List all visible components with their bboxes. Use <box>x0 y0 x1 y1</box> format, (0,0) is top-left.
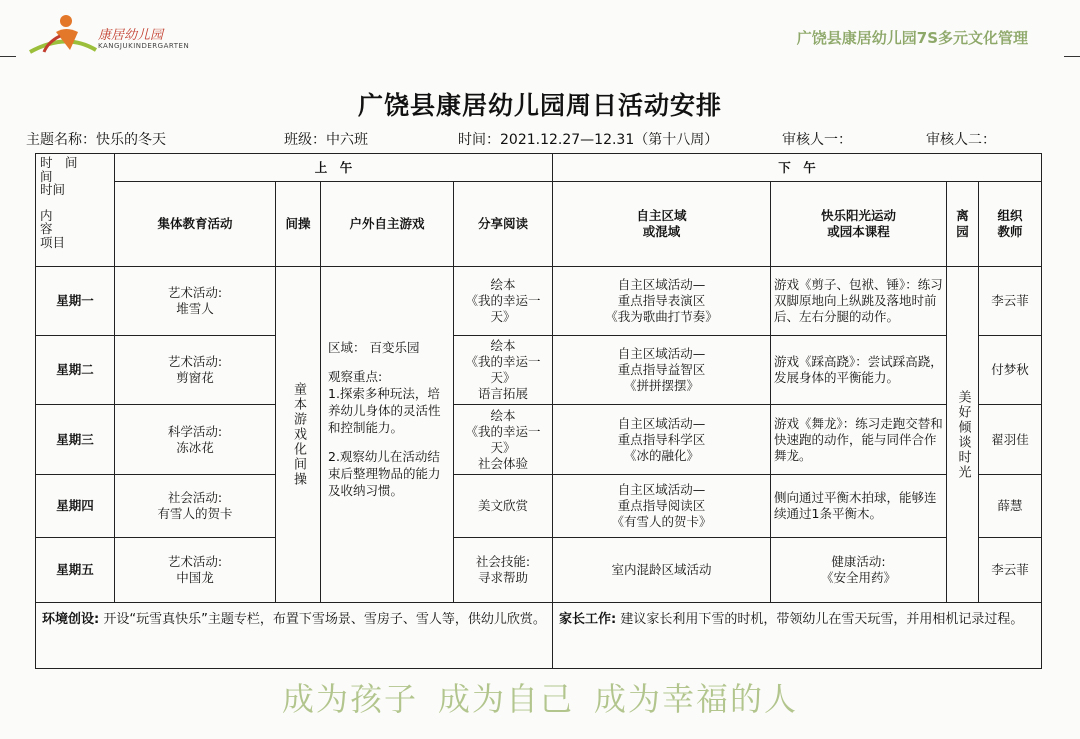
col-reading: 分享阅读 <box>454 182 553 267</box>
table-row <box>36 405 1042 474</box>
logo-subtitle: KANGJUKINDERGARTEN <box>98 42 190 50</box>
outdoor-cell: 区域： 百变乐园 观察重点: 1.探索多种玩法，培养幼儿身体的灵活性和控制能力。 2.观察幼儿在活动结束后整理物品的能力及收纳习惯。 <box>321 267 454 603</box>
teacher-cell: 付梦秋 <box>979 336 1042 405</box>
time-range: 时间：2021.12.27—12.31（第十八周） <box>458 132 719 148</box>
sports-cell: 游戏《剪子、包袱、锤》：练习双脚原地向上纵跳及落地时前后、左右分腿的动作。 <box>771 267 947 336</box>
logo-text: 康居幼儿园 <box>98 28 164 43</box>
reviewer-one: 审核人一： <box>782 132 852 148</box>
reading-cell: 绘本 《我的幸运一 天》 <box>454 267 553 336</box>
reading-cell: 美文欣赏 <box>454 474 553 537</box>
environment-cell: 环境创设: 开设“玩雪真快乐”主题专栏，布置下雪场景、雪房子、雪人等，供幼儿欣赏。 <box>36 602 553 668</box>
day-cell: 星期二 <box>36 336 115 405</box>
morning-header: 上 午 <box>115 154 553 182</box>
afternoon-header: 下 午 <box>553 154 1042 182</box>
crop-mark-left <box>0 56 16 67</box>
collective-cell: 艺术活动: 中国龙 <box>115 537 276 602</box>
table-row <box>36 537 1042 602</box>
sports-cell: 游戏《舞龙》：练习走跑交替和快速跑的动作，能与同伴合作舞龙。 <box>771 405 947 474</box>
teacher-cell: 李云菲 <box>979 267 1042 336</box>
collective-cell: 社会活动: 有雪人的贺卡 <box>115 474 276 537</box>
area-cell: 自主区域活动— 重点指导阅读区 《有雪人的贺卡》 <box>553 474 771 537</box>
corner-header-cell: 时 间 间 时间 内 容 项目 <box>36 154 115 267</box>
day-cell: 星期一 <box>36 267 115 336</box>
col-collective: 集体教育活动 <box>115 182 276 267</box>
area-cell: 室内混龄区域活动 <box>553 537 771 602</box>
collective-cell: 科学活动: 冻冰花 <box>115 405 276 474</box>
collective-cell: 艺术活动: 剪窗花 <box>115 336 276 405</box>
col-exercise: 间操 <box>276 182 321 267</box>
day-cell: 星期五 <box>36 537 115 602</box>
collective-cell: 艺术活动: 堆雪人 <box>115 267 276 336</box>
page-title: 广饶县康居幼儿园周日活动安排 <box>357 91 722 120</box>
table-row <box>36 267 1042 336</box>
reviewer-two: 审核人二： <box>926 132 996 148</box>
col-teacher: 组织 教师 <box>979 182 1042 267</box>
day-cell: 星期三 <box>36 405 115 474</box>
area-cell: 自主区域活动— 重点指导科学区 《冰的融化》 <box>553 405 771 474</box>
exercise-cell: 童本游戏化间操 <box>276 267 321 603</box>
crop-mark-right <box>1064 56 1080 67</box>
col-outdoor: 户外自主游戏 <box>321 182 454 267</box>
teacher-cell: 李云菲 <box>979 537 1042 602</box>
table-row <box>36 474 1042 537</box>
theme-name: 主题名称：快乐的冬天 <box>26 132 166 148</box>
header-right-title: 广饶县康居幼儿园7S多元文化管理 <box>796 29 1028 47</box>
teacher-cell: 翟羽佳 <box>979 405 1042 474</box>
slogan: 成为孩子 成为自己 成为幸福的人 <box>281 680 799 718</box>
schedule-table <box>35 153 1042 669</box>
day-cell: 星期四 <box>36 474 115 537</box>
reading-cell: 绘本 《我的幸运一 天》 社会体验 <box>454 405 553 474</box>
leave-cell: 美好倾谈时光 <box>947 267 979 603</box>
sports-cell: 健康活动: 《安全用药》 <box>771 537 947 602</box>
area-cell: 自主区域活动— 重点指导益智区 《拼拼摆摆》 <box>553 336 771 405</box>
reading-cell: 绘本 《我的幸运一 天》 语言拓展 <box>454 336 553 405</box>
sports-cell: 游戏《踩高跷》：尝试踩高跷，发展身体的平衡能力。 <box>771 336 947 405</box>
sports-cell: 侧向通过平衡木拍球，能够连续通过1条平衡木。 <box>771 474 947 537</box>
col-leave: 离 园 <box>947 182 979 267</box>
area-cell: 自主区域活动— 重点指导表演区 《我为歌曲打节奏》 <box>553 267 771 336</box>
col-sports: 快乐阳光运动 或园本课程 <box>771 182 947 267</box>
table-row <box>36 336 1042 405</box>
class-name: 班级：中六班 <box>284 132 368 148</box>
teacher-cell: 薛慧 <box>979 474 1042 537</box>
reading-cell: 社会技能: 寻求帮助 <box>454 537 553 602</box>
col-area: 自主区域 或混域 <box>553 182 771 267</box>
parent-work-cell: 家长工作: 建议家长利用下雪的时机，带领幼儿在雪天玩雪，并用相机记录过程。 <box>553 602 1042 668</box>
